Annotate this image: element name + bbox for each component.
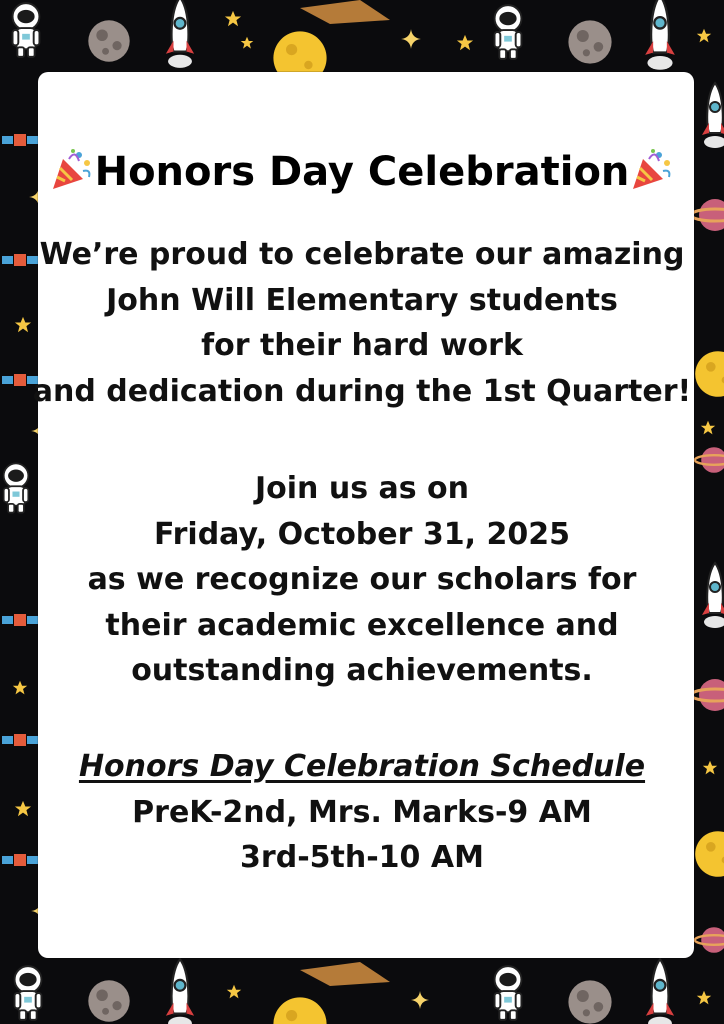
join-line: their academic excellence and (105, 607, 619, 643)
join-line: outstanding achievements. (131, 653, 593, 688)
intro-line: and dedication during the 1st Quarter! (32, 373, 692, 409)
schedule-section (0, 744, 724, 881)
flyer-title-row (0, 146, 724, 198)
intro-line: John Will Elementary students (106, 282, 618, 318)
join-line: as we recognize our scholars for (87, 562, 637, 597)
event-details (0, 466, 724, 694)
intro-line: We’re proud to celebrate our amazing (39, 237, 685, 272)
join-line: Join us as on (254, 471, 470, 506)
schedule-heading: Honors Day Celebration Schedule (78, 749, 646, 784)
page-title: Honors Day Celebration (94, 149, 630, 195)
schedule-line: 3rd-5th-10 AM (240, 840, 484, 875)
party-popper-icon (49, 147, 95, 193)
intro-paragraph (0, 232, 724, 414)
party-popper-icon (629, 147, 675, 193)
schedule-line: PreK-2nd, Mrs. Marks-9 AM (132, 794, 592, 830)
event-date: Friday, October 31, 2025 (154, 516, 570, 552)
intro-line: for their hard work (201, 328, 523, 363)
